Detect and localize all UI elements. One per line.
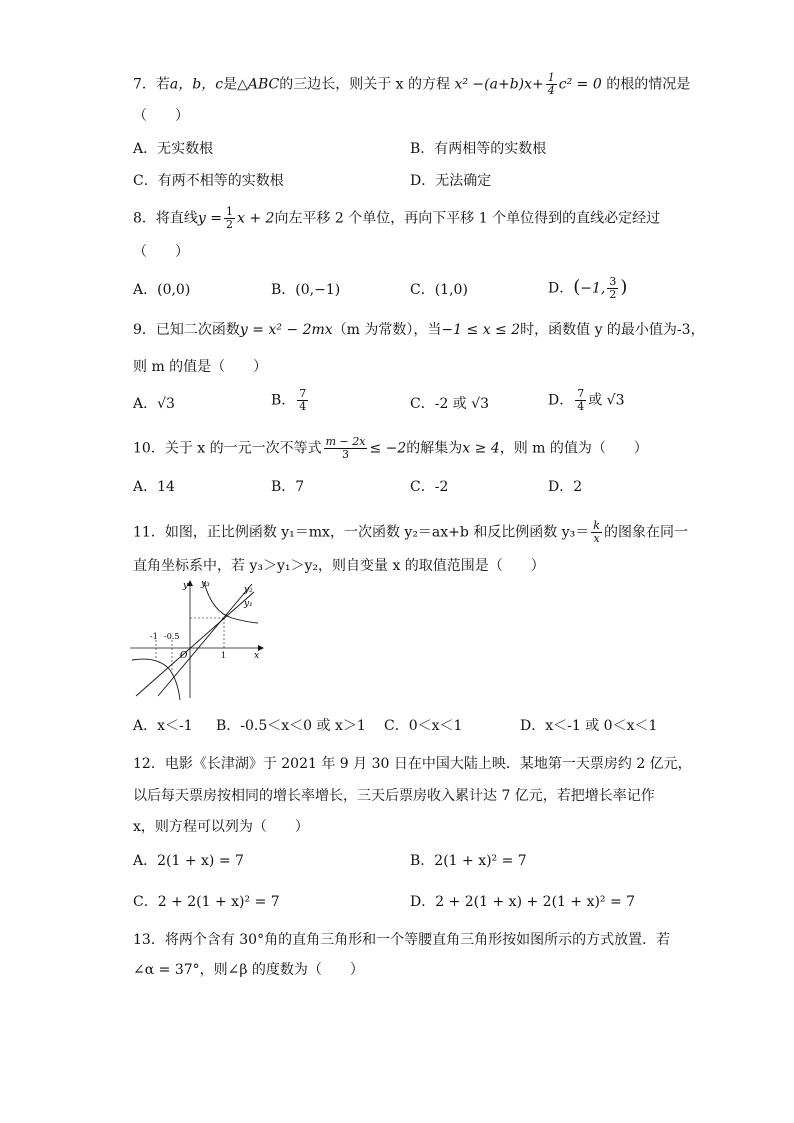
q7-mid2: 的三边长，则关于 x 的方程 xyxy=(279,76,451,93)
q8-eq-lhs: y = xyxy=(197,210,223,227)
q10-option-b: B．7 xyxy=(271,479,305,495)
q9-option-b-den: 4 xyxy=(299,400,307,413)
q8-option-d-label: D． xyxy=(548,280,574,297)
q9-option-c: C．-2 或 √3 xyxy=(410,396,490,412)
q11-option-c: C．0＜x＜1 xyxy=(384,718,463,734)
q9-prefix: 9．已知二次函数 xyxy=(133,322,240,338)
label-y3: y₃ xyxy=(201,579,210,589)
q9-option-d-den: 4 xyxy=(577,400,585,413)
q9-option-b xyxy=(271,388,310,413)
q9-mid: （m 为常数），当 xyxy=(332,322,442,338)
label-y-axis: y xyxy=(183,581,189,591)
q10-ineq-tail: ≤ −2 xyxy=(369,440,407,457)
hyperbola-y3-q3 xyxy=(132,659,180,700)
q10-set: x ≥ 4 xyxy=(462,440,500,457)
q9-option-d-tail: 或 √3 xyxy=(588,392,625,409)
q11-stem xyxy=(133,520,688,545)
q13-line2: ∠α = 37°，则∠β 的度数为（ ） xyxy=(133,962,364,978)
q8-option-b: B．(0,−1) xyxy=(271,282,341,298)
q7-fraction xyxy=(546,72,557,97)
q8-option-d xyxy=(548,276,627,301)
q10-prefix: 10．关于 x 的一元一次不等式 xyxy=(133,440,322,457)
q7-option-a: A．无实数根 xyxy=(133,141,214,157)
q10-option-a: A．14 xyxy=(133,479,175,495)
q9-option-b-label: B． xyxy=(271,392,296,409)
q7-vars: a，b，c xyxy=(169,76,224,93)
q8-stem xyxy=(133,206,660,231)
q10-option-d: D．2 xyxy=(548,479,583,495)
q7-option-d: D．无法确定 xyxy=(410,173,492,189)
q8-paren: （ ） xyxy=(133,244,189,260)
q12-option-d: D．2 + 2(1 + x) + 2(1 + x)² = 7 xyxy=(410,894,636,910)
q9-stem xyxy=(133,320,705,340)
q9-tail: 时，函数值 y 的最小值为-3， xyxy=(520,322,705,338)
q8-option-d-den: 2 xyxy=(609,288,617,301)
label-x-axis: x xyxy=(254,651,260,661)
q8-frac-den: 2 xyxy=(226,218,234,231)
q9-equation: y = x² − 2mx xyxy=(239,322,333,338)
q13-line1: 13．将两个含有 30°角的直角三角形和一个等腰直角三角形按如图所示的方式放置．若 xyxy=(133,932,671,948)
q12-option-c: C．2 + 2(1 + x)² = 7 xyxy=(133,894,280,910)
q8-frac-num: 1 xyxy=(226,205,234,218)
q8-option-d-rparen: ) xyxy=(620,276,628,298)
q11-tail: 的图象在同一 xyxy=(603,524,688,541)
q9-option-d-label: D． xyxy=(548,392,574,409)
q9-option-a: A．√3 xyxy=(133,396,175,412)
q8-tail: 向左平移 2 个单位，再向下平移 1 个单位得到的直线必定经过 xyxy=(274,210,661,227)
line-y1 xyxy=(136,592,254,696)
q10-frac-num: m − 2x xyxy=(325,435,366,448)
q10-tail: ，则 m 的值为（ ） xyxy=(499,440,648,457)
q12-line3: x，则方程可以列为（ ） xyxy=(133,819,309,835)
q8-fraction xyxy=(224,206,235,231)
q11-line2: 直角坐标系中，若 y₃＞y₁＞y₂，则自变量 x 的取值范围是（ ） xyxy=(133,558,545,574)
q7-frac-den: 4 xyxy=(547,84,555,97)
label-1: 1 xyxy=(221,651,227,660)
q7-equation: x² −(a+b)x+ xyxy=(454,76,544,93)
q8-prefix: 8．将直线 xyxy=(133,210,198,227)
q11-option-b: B．-0.5＜x＜0 或 x＞1 xyxy=(216,718,366,734)
q9-line2: 则 m 的值是（ ） xyxy=(133,359,268,375)
q7-tail: 的根的情况是 xyxy=(606,76,691,93)
q10-fraction xyxy=(324,436,368,461)
q9-option-b-fraction xyxy=(297,388,308,413)
q12-option-b: B．2(1 + x)² = 7 xyxy=(410,853,527,869)
q11-option-a: A．x＜-1 xyxy=(133,718,193,734)
label-y2: y₂ xyxy=(244,585,253,595)
q7-option-c: C．有两不相等的实数根 xyxy=(133,173,284,189)
q11-option-d: D．x＜-1 或 0＜x＜1 xyxy=(520,718,658,734)
label-origin: O xyxy=(180,651,188,661)
q8-option-d-point: −1, xyxy=(580,280,606,297)
q9-option-d-fraction xyxy=(575,388,586,413)
q8-option-c: C．(1,0) xyxy=(410,282,468,298)
q11-graph xyxy=(128,578,268,702)
q10-option-c: C．-2 xyxy=(410,479,449,495)
q7-stem xyxy=(133,72,690,97)
q9-option-d-num: 7 xyxy=(577,387,585,400)
q10-stem xyxy=(133,436,648,461)
q7-frac-num: 1 xyxy=(547,71,555,84)
q10-mid: 的解集为 xyxy=(406,440,463,457)
q7-eq-tail: c² = 0 xyxy=(558,76,602,93)
q11-frac-den: x xyxy=(593,532,600,545)
q12-option-a: A．2(1 + x) = 7 xyxy=(133,853,244,869)
q11-fraction xyxy=(591,520,602,545)
q7-triangle: △ABC xyxy=(237,76,280,93)
q11-stem-text: 11．如图，正比例函数 y₁＝mx，一次函数 y₂＝ax+b 和反比例函数 y₃＝ xyxy=(133,524,590,541)
q8-eq-tail: x + 2 xyxy=(237,210,275,227)
q8-option-a: A．(0,0) xyxy=(133,282,191,298)
label-minus1: -1 xyxy=(150,632,158,641)
q12-line1: 12．电影《长津湖》于 2021 年 9 月 30 日在中国大陆上映．某地第一天票房约 2 亿元， xyxy=(133,756,692,772)
q7-paren: （ ） xyxy=(133,108,189,124)
q7-mid: 是 xyxy=(223,76,238,93)
q8-option-d-lparen: ( xyxy=(573,276,581,298)
q9-range: −1 ≤ x ≤ 2 xyxy=(441,322,521,338)
q10-frac-den: 3 xyxy=(342,448,350,461)
label-y1: y₁ xyxy=(244,599,253,609)
q9-option-b-num: 7 xyxy=(299,387,307,400)
label-minus05: -0.5 xyxy=(164,632,180,641)
q8-option-d-num: 3 xyxy=(609,275,617,288)
q11-frac-num: k xyxy=(593,519,600,532)
q7-prefix: 7．若 xyxy=(133,76,170,93)
q8-option-d-fraction xyxy=(607,276,618,301)
q7-option-b: B．有两相等的实数根 xyxy=(410,141,547,157)
q12-line2: 以后每天票房按相同的增长率增长，三天后票房收入累计达 7 亿元，若把增长率记作 xyxy=(133,788,655,804)
q9-option-d xyxy=(548,388,625,413)
